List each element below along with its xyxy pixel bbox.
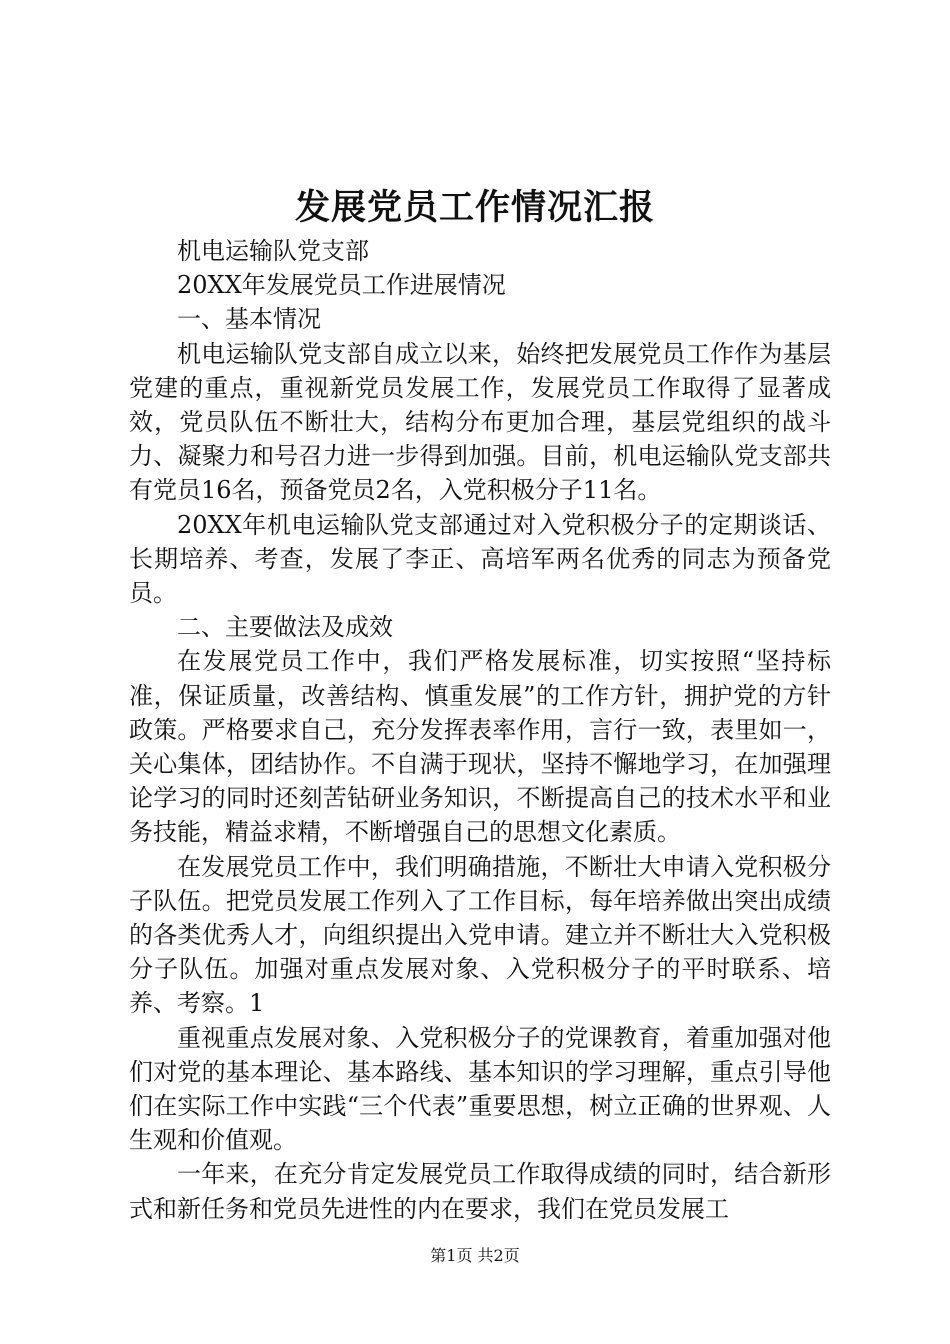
document-body [129,234,831,1226]
paragraph: 机电运输队党支部自成立以来，始终把发展党员工作作为基层党建的重点，重视新党员发展工作，发展党员工作取得了显著成效，党员队伍不断壮大，结构分布更加合理，基层党组织的战斗力、凝聚力和号召力进一步得到加强。目前，机电运输队党支部共有党员16名，预备党员2名，入党积极分子11名。 [129,339,831,505]
paragraph: 在发展党员工作中，我们明确措施，不断壮大申请入党积极分子队伍。把党员发展工作列入了工作目标，每年培养做出突出成绩的各类优秀人才，向组织提出入党申请。建立并不断壮大入党积极分子队伍。加强对重点发展对象、入党积极分子的平时联系、培养、考察。1 [129,852,831,1018]
page-footer: 第1页 共2页 [430,1246,520,1265]
paragraph: 20XX年机电运输队党支部通过对入党积极分子的定期谈话、长期培养、考查，发展了李正、高培军两名优秀的同志为预备党员。 [129,510,831,608]
document-title: 发展党员工作情况汇报 [294,187,655,228]
paragraph: 在发展党员工作中，我们严格发展标准，切实按照“坚持标准，保证质量，改善结构、慎重发展”的工作方针，拥护党的方针政策。严格要求自己，充分发挥表率作用，言行一致，表里如一，关心集体，团结协作。不自满于现状，坚持不懈地学习，在加强理论学习的同时还刻苦钻研业务知识，不断提高自己的技术水平和业务技能，精益求精，不断增强自己的思想文化素质。 [129,647,831,847]
paragraph-subtitle: 20XX年发展党员工作进展情况 [177,271,506,300]
section-heading-basic: 一、基本情况 [177,305,321,334]
section-heading-methods: 二、主要做法及成效 [177,613,393,642]
paragraph-org-name: 机电运输队党支部 [177,237,369,265]
paragraph: 重视重点发展对象、入党积极分子的党课教育，着重加强对他们对党的基本理论、基本路线、基本知识的学习理解，重点引导他们在实际工作中实践“三个代表”重要思想，树立正确的世界观、人生观和价值观。 [129,1023,831,1155]
paragraph: 一年来，在充分肯定发展党员工作取得成绩的同时，结合新形式和新任务和党员先进性的内在要求，我们在党员发展工 [129,1160,831,1223]
